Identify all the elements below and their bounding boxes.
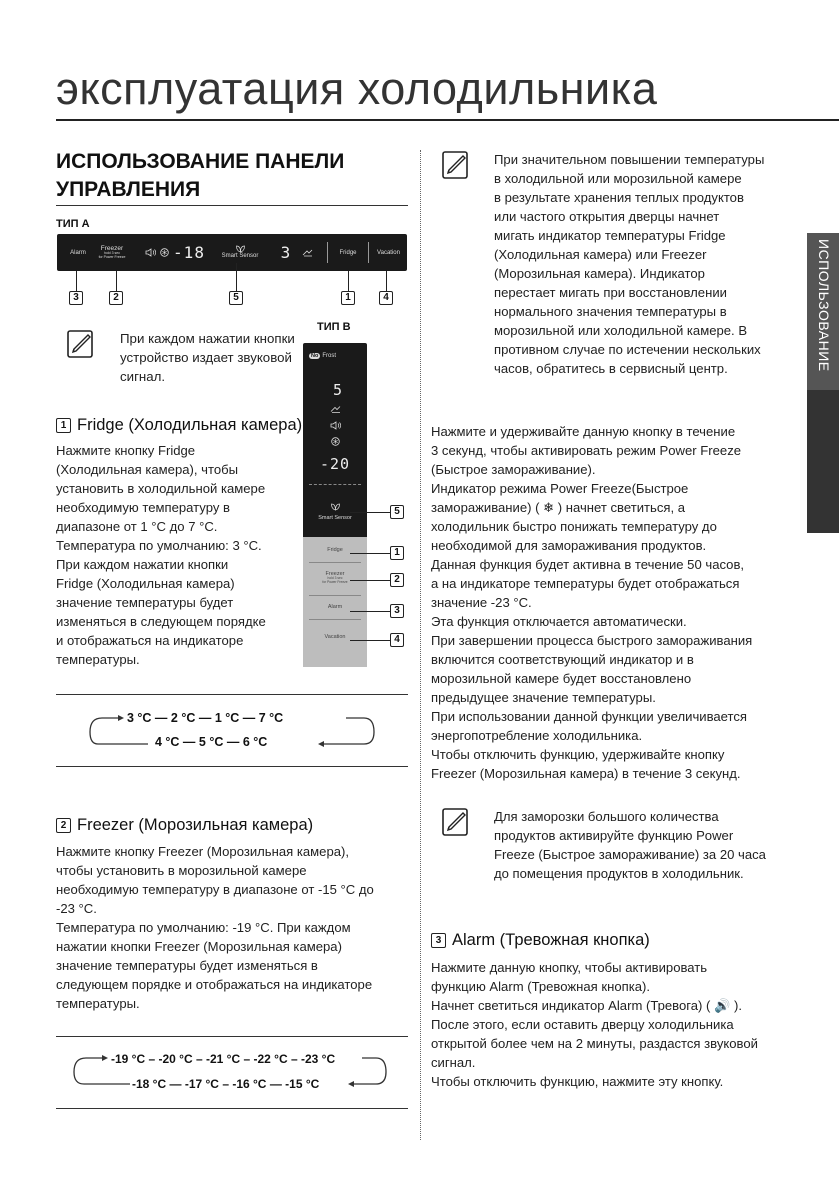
fridge-temp-display-b: 5 (333, 381, 344, 399)
fridge-temp-display: 3 (280, 243, 292, 262)
fridge-cycle-bottom: 4 °C — 5 °C — 6 °C (155, 735, 268, 749)
note-icon (441, 807, 471, 837)
freezer-button-b[interactable]: Freezer hold 3 sec for Power Freeze (322, 571, 348, 584)
fridge-section-heading: 1 Fridge (Холодильная камера) (56, 416, 302, 435)
smart-sensor-label-b: Smart Sensor (318, 515, 352, 521)
callout-2: 2 (109, 291, 123, 305)
freezer-section-heading: 2 Freezer (Морозильная камера) (56, 816, 313, 835)
callout-b-5: 5 (390, 505, 404, 519)
freezer-section-number: 2 (56, 818, 71, 833)
alarm-button[interactable]: Alarm (70, 249, 86, 256)
column-divider (420, 150, 421, 1140)
type-b-label: ТИП B (317, 321, 351, 333)
alarm-button-b[interactable]: Alarm (327, 604, 343, 610)
smart-sensor-indicator: Smart Sensor (217, 234, 263, 271)
note-icon (441, 150, 471, 180)
fridge-button[interactable]: Fridge (339, 249, 357, 256)
freezer-button[interactable]: Freezer hold 3 sec for Power Freeze (98, 245, 126, 260)
callout-b-3: 3 (390, 604, 404, 618)
freezer-temp-display: -18 (173, 243, 205, 262)
callout-b-4: 4 (390, 633, 404, 647)
page-title: эксплуатация холодильника (56, 63, 658, 114)
no-frost-badge: No Frost (311, 353, 337, 359)
callout-4: 4 (379, 291, 393, 305)
callout-b-2: 2 (390, 573, 404, 587)
note-temp-text: При значительном повышении температуры в холодильной или морозильной камере в результате хранения теплых продуктов или частого открытия дверцы начнет мигать индикатор температуры Fridge (Холодильная камера) или Freezer (Морозильная камера). Индикатор перестает мигать при восстановлении нормального значения температуры в морозильной или холодильной камере. В противном случае по истечении нескольких часов, обратитесь в сервисный центр. (494, 152, 765, 376)
freezer-section-text: Нажмите кнопку Freezer (Морозильная камера), чтобы установить в морозильной камере необходимую температуру в диапазоне от -15 °C до -23 °C. Температура по умолчанию: -19 °C. При каждом нажатии кнопки Freezer (Морозильная камера) значение температуры будет изменяться в следующем порядке и отображаться на индикаторе температуры. (56, 844, 374, 1011)
note-freeze-text: Для заморозки большого количества продуктов активируйте функцию Power Freeze (Быстрое замораживание) за 20 часа до помещения продуктов в холодильник. (494, 809, 766, 881)
type-a-panel (57, 234, 407, 271)
vacation-indicator-icon (298, 234, 316, 271)
vacation-button-b[interactable]: Vacation (324, 634, 346, 640)
callout-1: 1 (341, 291, 355, 305)
note-icon (66, 329, 96, 359)
side-tab-label: ИСПОЛЬЗОВАНИЕ (816, 239, 832, 372)
fridge-section-number: 1 (56, 418, 71, 433)
freezer-cycle-top: -19 °C – -20 °C – -21 °C – -22 °C – -23 °C (111, 1052, 336, 1066)
alarm-indicator-icon (143, 234, 157, 271)
power-freeze-text: Нажмите и удерживайте данную кнопку в течение 3 секунд, чтобы активировать режим Power Freeze (Быстрое замораживание). Индикатор режима Power Freeze(Быстрое замораживание) ( ❄ ) начнет светиться, а холодильник быстро понижать температуру до необходимой для замораживания продуктов. Данная функция будет активна в течение 50 часов, а на индикаторе температуры будет отображаться значение -23 °C. Эта функция отключается автоматически. При завершении процесса быстрого замораживания включится соответствующий индикатор и в морозильной камере будет восстановлено предыдущее значение температуры. При использовании данной функции увеличивается энергопотребление холодильника. Чтобы отключить функцию, удерживайте кнопку Freezer (Морозильная камера) в течение 3 секунд. (431, 424, 753, 781)
type-b-panel (303, 343, 367, 667)
fridge-button-b[interactable]: Fridge (327, 547, 343, 553)
type-a-label: ТИП A (56, 218, 90, 230)
alarm-indicator-icon-b (330, 421, 341, 430)
alarm-section-number: 3 (431, 933, 446, 948)
power-freeze-indicator-icon-b (331, 437, 340, 446)
section-title: ИСПОЛЬЗОВАНИЕ ПАНЕЛИ УПРАВЛЕНИЯ (56, 150, 345, 201)
callout-b-1: 1 (390, 546, 404, 560)
note-beep-text: При каждом нажатии кнопки устройство издает звуковой сигнал. (120, 331, 295, 384)
freezer-temp-display-b: -20 (320, 455, 351, 473)
vacation-indicator-icon-b (330, 405, 341, 414)
freezer-cycle-bottom: -18 °C — -17 °C – -16 °C — -15 °C (132, 1077, 320, 1091)
fridge-section-text: Нажмите кнопку Fridge (Холодильная камера), чтобы установить в холодильной камере необходимую температуру в диапазоне от 1 °C до 7 °C. Температура по умолчанию: 3 °C. При каждом нажатии кнопки Fridge (Холодильная камера) значение температуры будет изменяться в следующем порядке и отображаться на индикаторе температуры. (56, 443, 266, 667)
header-rule (56, 119, 839, 121)
callout-5: 5 (229, 291, 243, 305)
alarm-section-text: Нажмите данную кнопку, чтобы активировать функцию Alarm (Тревожная кнопка). Начнет светиться индикатор Alarm (Тревога) ( 🔊 ). После этого, если оставить дверцу холодильника открытой более чем на 2 минуты, раздастся звуковой сигнал. Чтобы отключить функцию, нажмите эту кнопку. (431, 960, 758, 1089)
alarm-section-heading: 3 Alarm (Тревожная кнопка) (431, 931, 650, 950)
section-rule (56, 205, 408, 206)
smart-sensor-icon-b (330, 503, 341, 511)
vacation-button[interactable]: Vacation (377, 249, 400, 256)
fridge-cycle-top: 3 °C — 2 °C — 1 °C — 7 °C (127, 711, 284, 725)
callout-3: 3 (69, 291, 83, 305)
